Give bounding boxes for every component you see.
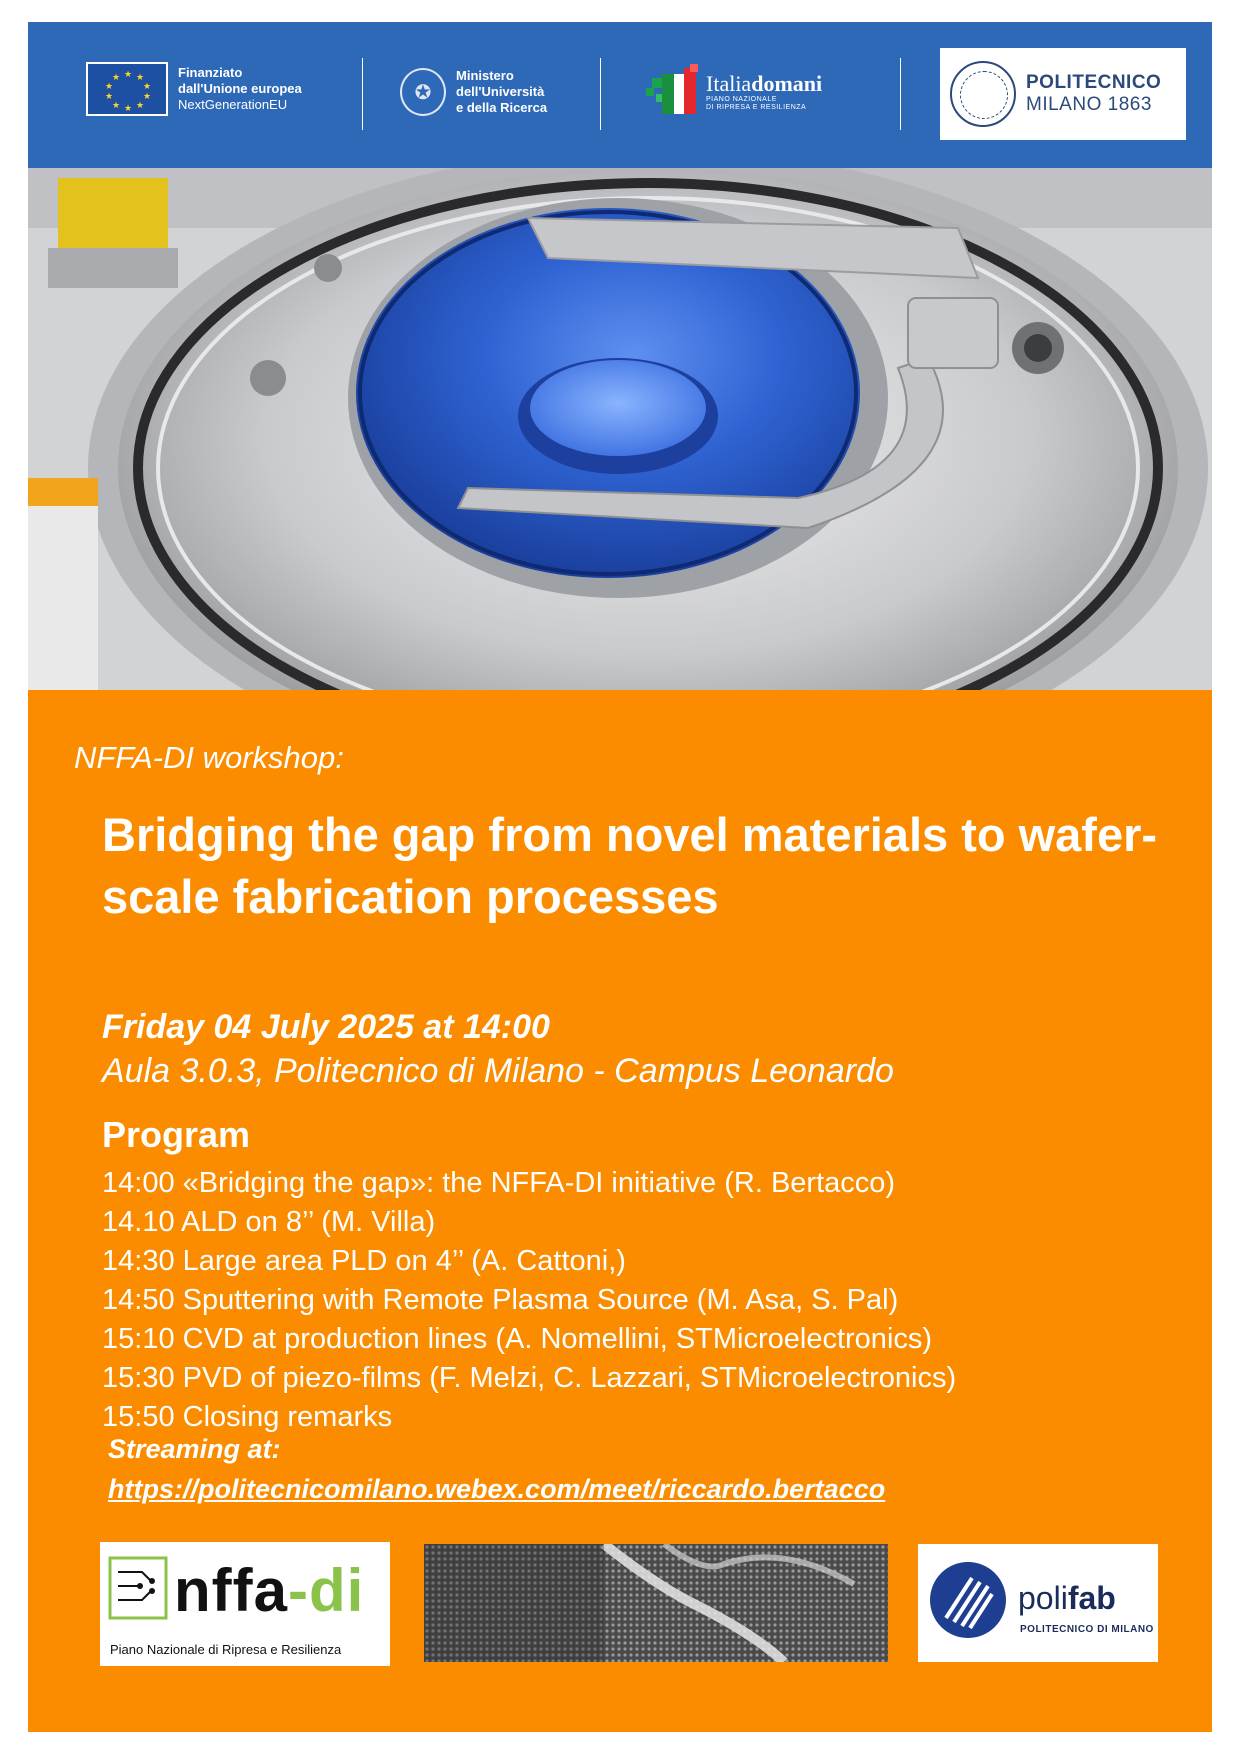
eu-flag-icon: ★ ★ ★ ★ ★ ★ ★ ★ ★ ★ <box>86 62 168 116</box>
poster <box>28 22 1212 1732</box>
polifab-word-b: fab <box>1067 1580 1116 1616</box>
program-item: 14:50 Sputtering with Remote Plasma Source (M. Asa, S. Pal) <box>102 1284 899 1316</box>
italiadomani-title-a: Italia <box>706 71 752 96</box>
program-list <box>102 1164 956 1437</box>
program-item: 14:30 Large area PLD on 4’’ (A. Cattoni,) <box>102 1245 626 1277</box>
header-divider <box>362 58 363 130</box>
sem-micrograph-image <box>424 1544 888 1662</box>
polimi-logo <box>940 48 1186 140</box>
event-title: Bridging the gap from novel materials to wafer-scale fabrication processes <box>102 808 1158 923</box>
program-item: 15:30 PVD of piezo-films (F. Melzi, C. Lazzari, STMicroelectronics) <box>102 1362 957 1394</box>
program-item: 15:50 Closing remarks <box>102 1401 393 1433</box>
streaming-label: Streaming at: <box>108 1434 281 1464</box>
event-panel <box>28 690 1212 1732</box>
italia-pixel-flag-icon <box>646 64 698 120</box>
circuit-icon <box>108 1556 168 1620</box>
program-item: 14:00 «Bridging the gap»: the NFFA-DI initiative (R. Bertacco) <box>102 1167 896 1199</box>
header-divider <box>600 58 601 130</box>
polifab-mark-icon <box>928 1560 1008 1640</box>
nffa-word-b: -di <box>287 1557 365 1624</box>
polimi-line2: MILANO 1863 <box>1026 94 1152 115</box>
italiadomani-logo <box>646 64 822 120</box>
ministero-line1: Ministero <box>456 68 514 83</box>
event-date: Friday 04 July 2025 at 14:00 <box>102 1008 550 1046</box>
italiadomani-sub2: DI RIPRESA E RESILIENZA <box>706 104 807 111</box>
italian-emblem-icon: ✪ <box>400 68 446 116</box>
nffa-sub: Piano Nazionale di Ripresa e Resilienza <box>110 1642 342 1657</box>
streaming-link[interactable]: https://politecnicomilano.webex.com/meet/riccardo.bertacco <box>108 1474 886 1504</box>
ministero-line3: e della Ricerca <box>456 100 548 115</box>
eu-logo <box>86 62 302 116</box>
header-divider <box>900 58 901 130</box>
sponsor-header <box>28 22 1212 168</box>
polimi-seal-icon <box>950 61 1016 127</box>
italiadomani-title-b: domani <box>751 71 823 96</box>
nffa-di-logo <box>100 1542 390 1666</box>
program-item: 14.10 ALD on 8’’ (M. Villa) <box>102 1206 436 1238</box>
program-item: 15:10 CVD at production lines (A. Nomellini, STMicroelectronics) <box>102 1323 933 1355</box>
nffa-word-a: nffa <box>174 1557 288 1624</box>
ministero-logo <box>400 68 547 116</box>
polifab-sub: POLITECNICO DI MILANO <box>1020 1624 1154 1635</box>
event-kicker: NFFA-DI workshop: <box>74 740 344 775</box>
program-heading: Program <box>102 1114 251 1155</box>
wafer-photo <box>28 168 1212 690</box>
eu-line2: dall'Unione europea <box>178 81 302 96</box>
ministero-line2: dell'Università <box>456 84 545 99</box>
polimi-line1: POLITECNICO <box>1026 72 1162 93</box>
polifab-logo <box>918 1544 1158 1662</box>
polifab-word-a: poli <box>1018 1580 1068 1616</box>
italiadomani-sub1: PIANO NAZIONALE <box>706 96 777 103</box>
event-venue: Aula 3.0.3, Politecnico di Milano - Campus Leonardo <box>102 1052 894 1090</box>
eu-line3: NextGenerationEU <box>178 97 288 112</box>
eu-line1: Finanziato <box>178 65 243 80</box>
